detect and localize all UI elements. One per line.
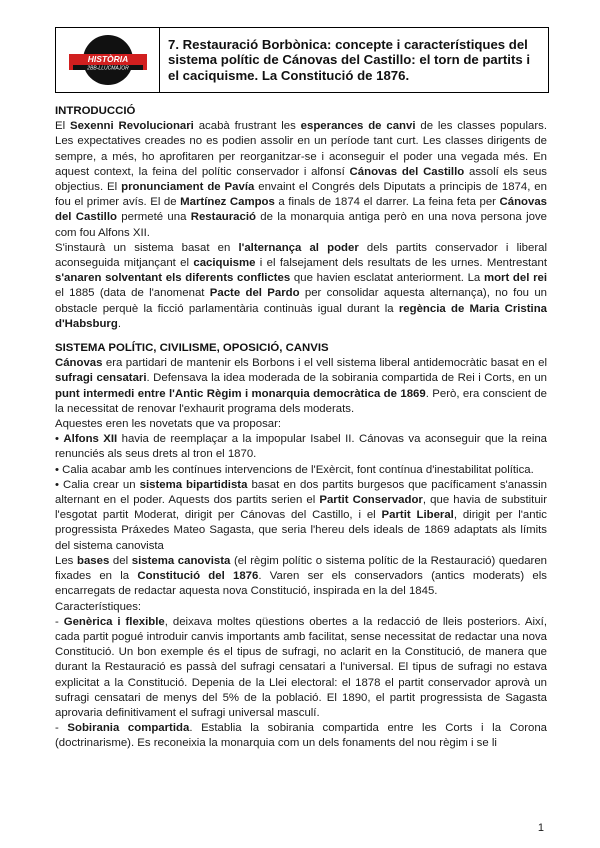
- bold-term: Cánovas del Castillo: [55, 196, 547, 224]
- bold-term: caciquisme: [193, 257, 256, 270]
- bold-term: Constitució del 1876: [137, 570, 259, 583]
- header-box: [55, 27, 549, 93]
- logo-cell: [56, 28, 160, 92]
- list-item: - Sobirania compartida. Establia la sobirania compartida entre les Corts i la Corona (doctrinarisme). Es reconeixia la monarquia com un dels fonaments del nou règim i se li: [55, 722, 547, 750]
- list-item: - Genèrica i flexible, deixava moltes qüestions obertes a la redacció de lleis posteriors. Així, cada partit pogué introduir canvis importants amb facilitat, sense necessitat de redactar una nova Constitució. Un bon exemple és el tipus de sufragi, no aclarit en la Constitució, de manera que durant la Restauració es passà del sufragi censatari a l'universal. El tipus de sufragi no estava explicitat a la Constitució. Depenia de la Llei electoral: el 1878 el partit conservador aprovà un sufragi censatari de menys del 5% de la població. El 1890, el partit progressista de Sagasta aprovaria definitivament el sufragi universal masculí.: [55, 615, 548, 719]
- bold-term: Sobirania compartida: [67, 722, 190, 735]
- paragraph: S'instaurà un sistema basat en l'alternança al poder dels partits conservador i liberal aconseguida mitjançant el caciquisme i el falsejament dels resultats de les urnes. Mentrestant s'anaren solventant els diferents conflictes que havien esclatat anteriorment. La mort del rei el 1885 (data de l'anomenat Pacte del Pardo per consolidar aquesta alternança), no fou un obstacle perquè la ficció parlamentària continuàs igual durant la regència de Maria Cristina d'Habsburg.: [55, 241, 548, 330]
- bold-term: Restauració: [190, 211, 256, 224]
- bold-term: sufragi censatari: [55, 372, 147, 385]
- section-heading-intro: INTRODUCCIÓ: [55, 105, 136, 117]
- bold-term: Sexenni Revolucionari: [69, 120, 194, 133]
- bold-term: regència de Maria Cristina d'Habsburg: [55, 302, 548, 330]
- bold-term: esperances de canvi: [300, 120, 416, 133]
- bold-term: l'alternança al poder: [238, 241, 359, 254]
- school-logo-icon: [65, 34, 151, 86]
- bold-term: Alfons XII: [63, 433, 118, 446]
- logo-bottom-text: 2BB-LLUCMAJOR: [86, 65, 129, 72]
- bold-term: mort del rei: [483, 272, 548, 285]
- document-body: [55, 104, 547, 752]
- paragraph: Les bases del sistema canovista (el règim polític o sistema polític de la Restauració) quedaren fixades en la Constitució del 1876. Varen ser els conservadors (antics moderats) els encarregats de redactar aquesta nova Constitució, inspirada en la del 1845.: [55, 554, 548, 598]
- list-item: • Alfons XII havia de reemplaçar a la impopular Isabel II. Cánovas va aconseguir que la reina renunciés als seus drets al tron el 1870.: [55, 433, 548, 461]
- bold-term: Cánovas: [55, 357, 103, 370]
- bold-term: Cánovas del Castillo: [349, 165, 465, 178]
- bold-term: punt intermedi entre l'Antic Règim i monarquia democràtica de 1869: [55, 387, 426, 400]
- logo-top-text: HISTÒRIA: [87, 54, 128, 64]
- bold-term: Genèrica i flexible: [63, 615, 165, 628]
- list-item: • Calia crear un sistema bipartidista basat en dos partits burgesos que pacíficament s'anassin alternant en el poder. Aquests dos partits serien el Partit Conservador, que havia de substituir l'esgotat partit Moderat, dirigit per Cánovas del Castillo, i el Partit Liberal, dirigit per l'antic progressista Práxedes Mateo Sagasta, que seria l'hereu dels ideals de 1869 adaptats als límits del sistema canovista: [55, 478, 547, 552]
- bold-term: sistema bipartidista: [139, 478, 248, 491]
- paragraph: Característiques:: [55, 600, 142, 613]
- list-item: • Calia acabar amb les contínues intervencions de l'Exèrcit, font contínua d'inestabilitat política.: [55, 463, 534, 476]
- paragraph: El Sexenni Revolucionari acabà frustrant les esperances de canvi de les classes populars. Les expectatives creades no es podien assolir en un període tant curt. Les classes dirigents de sempre, a més, ho aprofitaren per reorganitzar-se i aconseguir el poder una vegada més. En aquest context, la feina del polític conservador i alfonsí Cánovas del Castillo assolí els seus objectius. El pronunciament de Pavía envaint el Congrés dels Diputats a principis de 1874, en fou el primer avís. El de Martínez Campos a finals de 1874 el darrer. La feina feta per Cánovas del Castillo permeté una Restauració de la monarquia antiga però en una nova persona jove com fou Alfons XII.: [55, 120, 547, 239]
- document-title: 7. Restauració Borbònica: concepte i característiques del sistema polític de Cánovas del Castillo: el torn de partits i el caciquisme. La Constitució de 1876.: [168, 36, 531, 83]
- paragraph: Aquestes eren les novetats que va proposar:: [55, 418, 282, 431]
- page-number: 1: [537, 822, 544, 834]
- bold-term: bases: [76, 554, 110, 567]
- title-cell: [160, 28, 548, 92]
- bold-term: Pacte del Pardo: [209, 287, 300, 300]
- bold-term: Martínez Campos: [180, 196, 275, 209]
- bold-term: Partit Conservador: [319, 494, 423, 507]
- bold-term: s'anaren solventant els diferents conflictes: [55, 272, 291, 285]
- bold-term: pronunciament de Pavía: [121, 181, 255, 194]
- paragraph: Cánovas era partidari de mantenir els Borbons i el vell sistema liberal antidemocràtic basat en el sufragi censatari. Defensava la idea moderada de la sobirania compartida de Rei i Corts, en un punt intermedi entre l'Antic Règim i monarquia democràtica de 1869. Però, era conscient de la necessitat de renovar l'exhaurit programa dels moderats.: [55, 357, 547, 415]
- bold-term: sistema canovista: [131, 554, 231, 567]
- bold-term: Partit Liberal: [381, 509, 454, 522]
- section-heading-system: SISTEMA POLÍTIC, CIVILISME, OPOSICIÓ, CANVIS: [55, 342, 329, 355]
